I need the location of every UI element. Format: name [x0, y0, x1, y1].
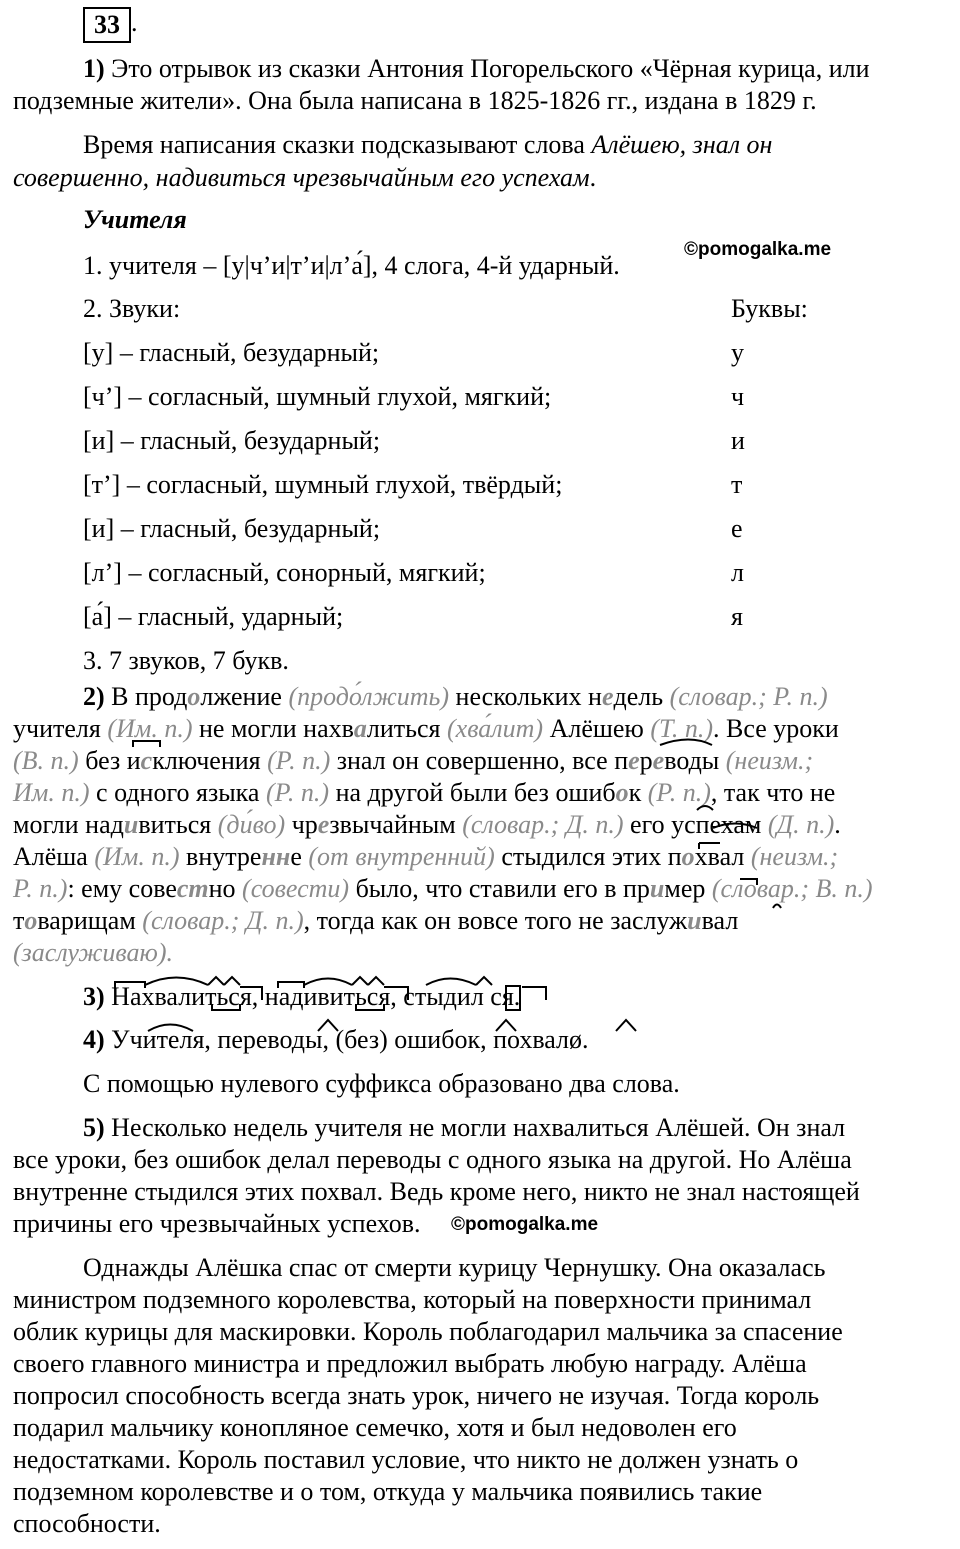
p8-line-5: попросил способность всегда знать урок, ничего не изучая. Тогда король [13, 1381, 820, 1410]
sound-row: [т’] – согласный, шумный глухой, твёрдый; [83, 470, 563, 499]
letters-header: Буквы: [731, 294, 808, 323]
p4-label: 3) [83, 982, 105, 1011]
p8-line-9: способности. [13, 1509, 161, 1538]
sound-row: [у] – гласный, безударный; [83, 338, 380, 367]
exercise-number-dot: . [131, 8, 138, 37]
exercise-number: 33 [83, 7, 131, 43]
p1-line-1: 1) Это отрывок из сказки Антония Погорельского «Чёрная курица, или [83, 54, 870, 83]
p3-line-2: учителя (Им. п.) не могли нахвалиться (хва́лит) Алёшею (Т. п.). Все уроки [13, 714, 839, 743]
sounds-header: 2. Звуки: [83, 294, 181, 323]
watermark-top: ©pomogalka.me [684, 239, 832, 260]
letter-cell: л [731, 558, 744, 587]
p7-line-2: все уроки, без ошибок делал переводы с одного языка на другой. Но Алёша [13, 1145, 852, 1174]
root-arc [773, 905, 781, 909]
p3-line-1: 2) В продолжение (продо́лжить) нескольких недель (словар.; Р. п.) [83, 682, 828, 711]
p2-line-1: Время написания сказки подсказывают слова Алёшею, знал он [83, 130, 773, 159]
p8-line-6: подарил мальчику конопляное семечко, хотя и был недоволен его [13, 1413, 737, 1442]
letter-cell: и [731, 426, 745, 455]
p7-line-4: причины его чрезвычайных успехов. [13, 1209, 421, 1238]
sound-row: [ч’] – согласный, шумный глухой, мягкий; [83, 382, 552, 411]
p3-line-5: могли надивиться (ди́во) чрезвычайным (словар.; Д. п.) его успехам (Д. п.). [13, 810, 841, 839]
p7-line-3: внутренне стыдился этих похвал. Ведь кроме него, никто не знал настоящей [13, 1177, 860, 1206]
p3-line-6: Алёша (Им. п.) внутренне (от внутренний) стыдился этих похвал (неизм.; [13, 842, 839, 871]
letter-cell: ч [731, 382, 745, 411]
sound-row: [л’] – согласный, сонорный, мягкий; [83, 558, 486, 587]
letter-cell: т [731, 470, 743, 499]
root-arc [616, 1020, 636, 1031]
postfix-mark [522, 987, 546, 1000]
watermark-bottom: ©pomogalka.me [451, 1214, 599, 1235]
analysis-item-1: 1. учителя – [у|ч’и|т’и|л’а́], 4 слога, 4-й ударный. [83, 251, 620, 280]
p7-label: 5) [83, 1113, 105, 1142]
p3-line-3: (В. п.) без исключения (Р. п.) знал он совершенно, все переводы (неизм.; [13, 746, 814, 775]
p7-line-1: 5) Несколько недель учителя не могли нахвалиться Алёшей. Он знал [83, 1113, 846, 1142]
p3-line-4: Им. п.) с одного языка (Р. п.) на другой были без ошибок (Р. п.), так что не [13, 778, 836, 807]
p5-line: 4) Учителя, переводы, (без) ошибок, похвалø. [83, 1025, 589, 1054]
p8-line-3: облик курицы для маскировки. Король поблагодарил мальчика за спасение [13, 1317, 843, 1346]
p8-line-2: министром подземного королевства, который на поверхности принимал [13, 1285, 812, 1314]
p2-line-2: совершенно, надивиться чрезвычайным его успехам. [13, 163, 597, 192]
p8-line-8: подземном королевстве и о том, откуда у мальчика появились такие [13, 1477, 763, 1506]
letter-cell: у [731, 338, 744, 367]
p1-label: 1) [83, 54, 105, 83]
sound-row: [и] – гласный, безударный; [83, 426, 381, 455]
p8-line-4: своего главного министра и предложил выбрать любую награду. Алёша [13, 1349, 807, 1378]
p1-line-2: подземные жители». Она была написана в 1825-1826 гг., издана в 1829 г. [13, 86, 817, 115]
p8-line-7: недостатками. Король поставил условие, что никто не должен узнать о [13, 1445, 799, 1474]
p5-label: 4) [83, 1025, 105, 1054]
p3-line-7: Р. п.): ему совестно (совести) было, что ставили его в пример (словар.; В. п.) [13, 874, 873, 903]
letter-cell: я [731, 602, 743, 631]
p3-line-9: (заслуживаю). [13, 938, 174, 967]
letter-cell: е [731, 514, 743, 543]
p3-line-8: товарищам (словар.; Д. п.), тогда как он вовсе того не заслуживал [13, 906, 739, 935]
analysis-item-3: 3. 7 звуков, 7 букв. [83, 646, 289, 675]
sound-row: [и] – гласный, безударный; [83, 514, 381, 543]
sound-row: [а́] – гласный, ударный; [83, 602, 344, 631]
p6-line: С помощью нулевого суффикса образовано два слова. [83, 1069, 680, 1098]
p3-label: 2) [83, 682, 105, 711]
p8-line-1: Однажды Алёшка спас от смерти курицу Чернушку. Она оказалась [83, 1253, 826, 1282]
analysis-heading: Учителя [83, 205, 187, 234]
p4-line: 3) Нахвалиться, надивиться, стыдил ся. [83, 982, 521, 1011]
